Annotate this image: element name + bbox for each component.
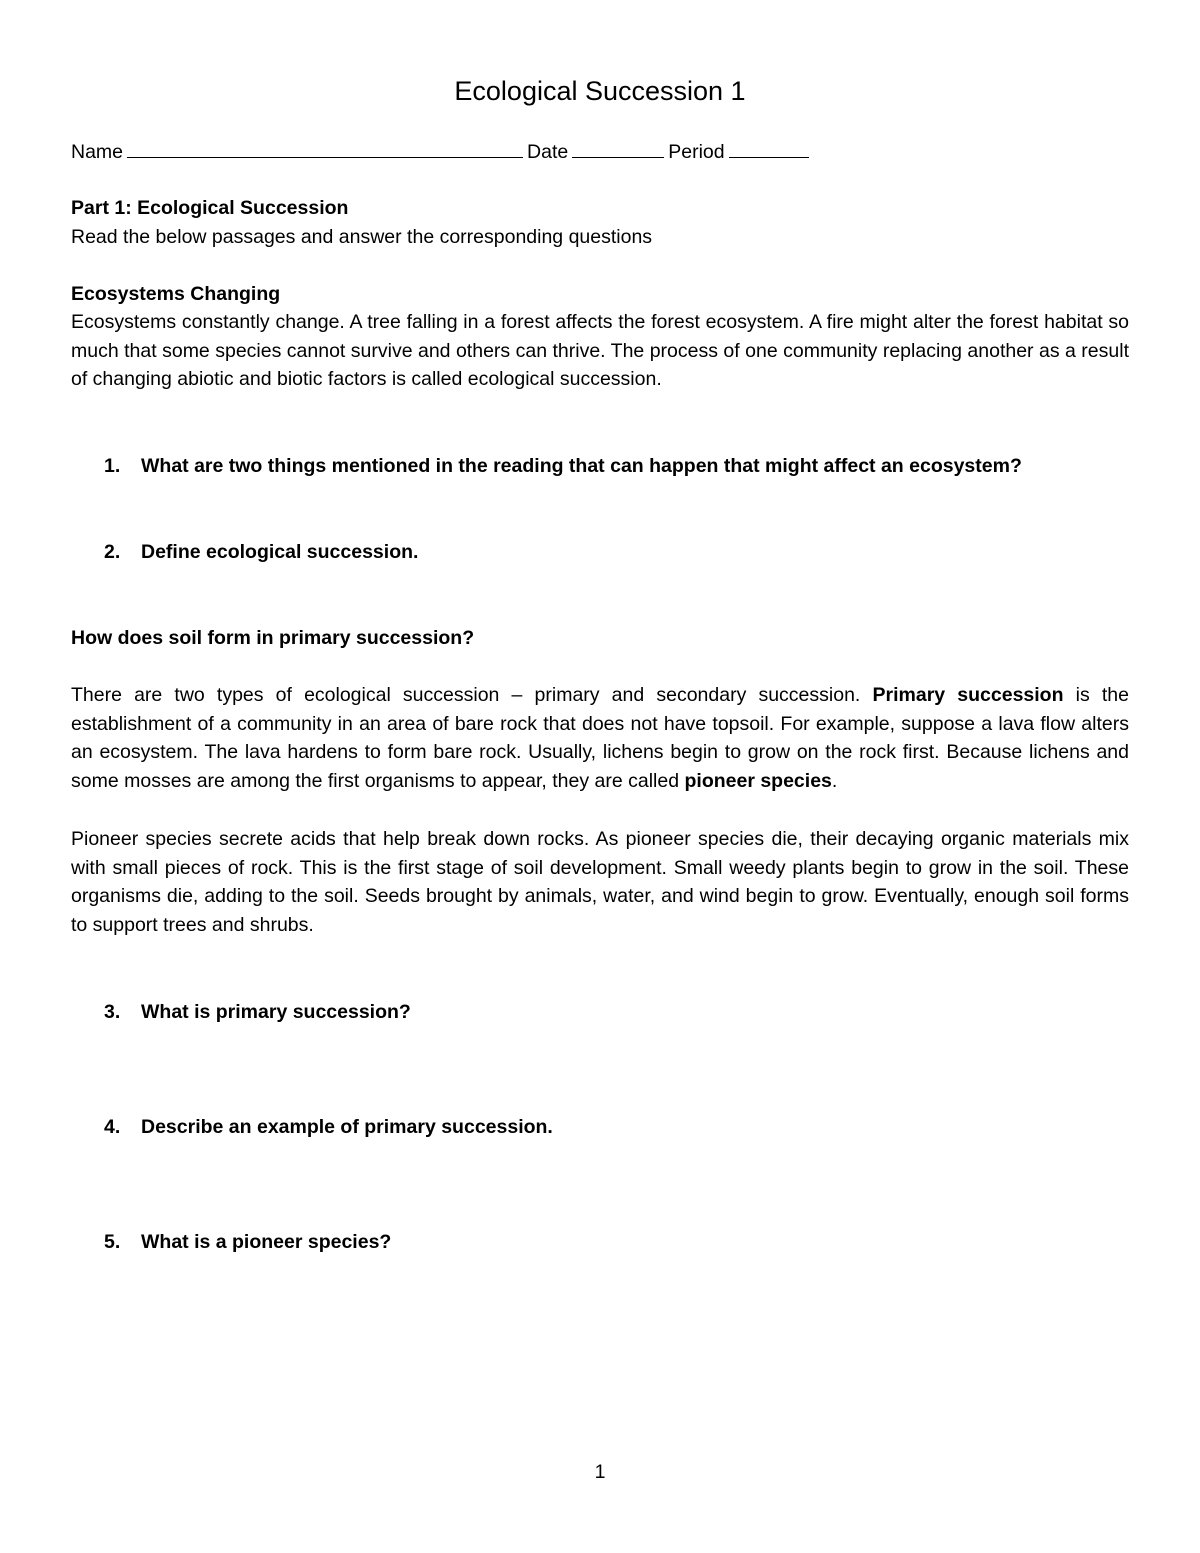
- question-2: [104, 540, 418, 564]
- header-fields: [71, 139, 813, 164]
- question-1: [104, 454, 1022, 478]
- question-text: Define ecological succession.: [141, 541, 419, 563]
- question-text: What are two things mentioned in the reading that can happen that might affect an ecosystem?: [141, 455, 1022, 477]
- question-number: 5.: [104, 1231, 121, 1253]
- question-text: What is primary succession?: [141, 1001, 411, 1023]
- section2-heading: How does soil form in primary succession?: [71, 627, 475, 649]
- period-blank[interactable]: [729, 139, 809, 158]
- question-number: 1.: [104, 455, 121, 477]
- section1-heading: Ecosystems Changing: [71, 283, 281, 305]
- question-text: Describe an example of primary succession.: [141, 1116, 553, 1138]
- question-4: [104, 1115, 553, 1139]
- date-blank[interactable]: [572, 139, 664, 158]
- name-label: Name: [71, 141, 124, 163]
- section2-paragraph-1: [71, 681, 1129, 796]
- question-number: 4.: [104, 1116, 121, 1138]
- page-number: 1: [594, 1461, 606, 1483]
- term-pioneer-species: pioneer species: [684, 770, 832, 793]
- term-primary-succession: Primary succession: [872, 684, 1064, 706]
- period-label: Period: [668, 141, 725, 163]
- part1-instructions: Read the below passages and answer the corresponding questions: [71, 226, 653, 248]
- document-title: Ecological Succession 1: [454, 76, 746, 106]
- section1-body: Ecosystems constantly change. A tree falling in a forest affects the forest ecosystem. A fire might alter the forest habitat so much that some species cannot survive and others can thrive. The process of one community replacing another as a result of changing abiotic and biotic factors is called ecological succession.: [71, 311, 1129, 391]
- question-3: [104, 1000, 411, 1024]
- question-number: 3.: [104, 1001, 121, 1023]
- question-number: 2.: [104, 541, 121, 563]
- name-blank[interactable]: [127, 139, 523, 158]
- part1-heading: Part 1: Ecological Succession: [71, 197, 349, 219]
- question-text: What is a pioneer species?: [141, 1231, 392, 1253]
- question-5: [104, 1230, 391, 1254]
- date-label: Date: [527, 141, 569, 163]
- section2-paragraph-2: Pioneer species secrete acids that help break down rocks. As pioneer species die, their decaying organic materials mix with small pieces of rock. This is the first stage of soil development. Small weedy plants begin to grow in the soil. These organisms die, adding to the soil. Seeds brought by animals, water, and wind begin to grow. Eventually, enough soil forms to support trees and shrubs.: [71, 828, 1129, 937]
- para1-text: There are two types of ecological succession – primary and secondary succession.: [71, 684, 873, 706]
- para1-end: .: [831, 770, 838, 793]
- para1-text: is the establishment of a community in an area of bare rock that does not have topsoil. For example, suppose a lava flow alters an ecosystem. The lava hardens to form bare rock. Usually, lichens begin to grow on the rock first. Because lichens and some mosses are among the first organisms to appear, they are called: [71, 684, 1129, 793]
